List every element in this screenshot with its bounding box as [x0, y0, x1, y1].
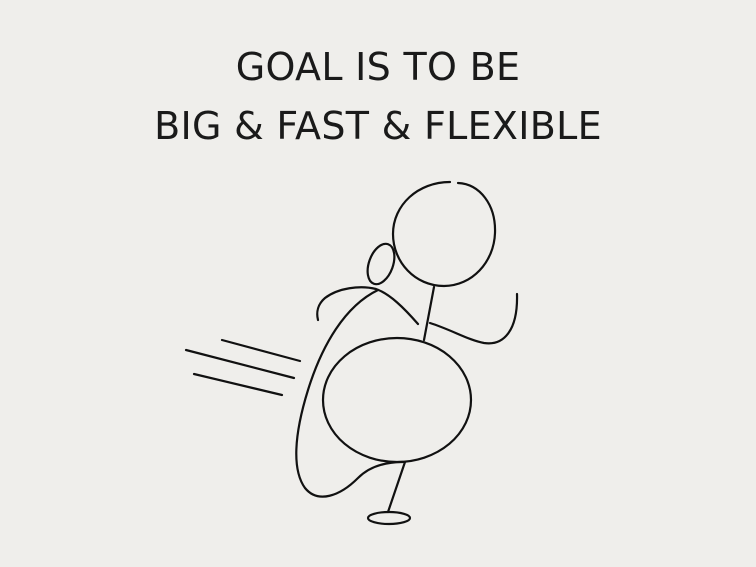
figure-back-arm — [317, 287, 418, 324]
figure-neck — [424, 287, 434, 340]
figure-back-leg — [296, 290, 403, 497]
figure-front-leg — [388, 462, 405, 512]
figure-front-arm — [430, 294, 517, 343]
speed-line-1 — [222, 340, 300, 361]
figure-head — [393, 182, 495, 286]
headline-line-2: BIG & FAST & FLEXIBLE — [154, 104, 602, 148]
figure-foot — [368, 512, 410, 524]
figure-body — [323, 338, 471, 462]
speed-line-3 — [194, 374, 282, 395]
headline-line-1: GOAL IS TO BE — [235, 45, 521, 89]
